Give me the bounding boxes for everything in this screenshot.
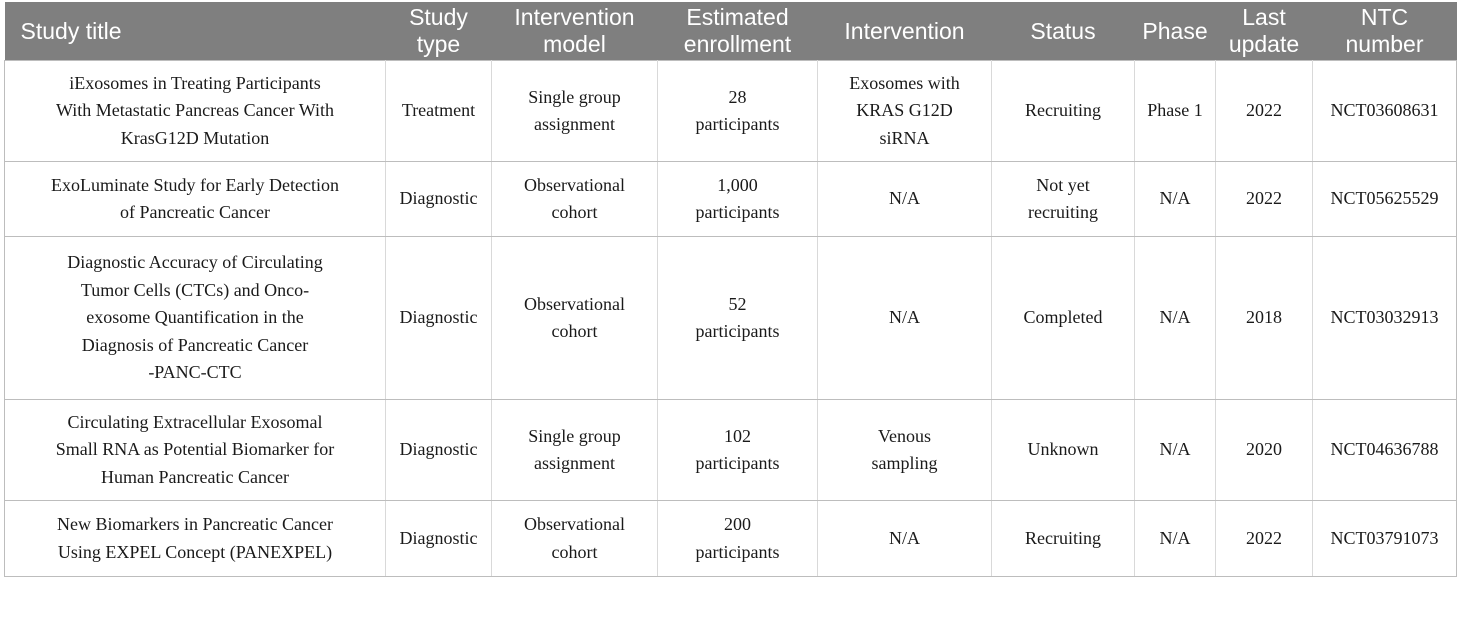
cell-ntc-number: NCT03608631 [1313, 61, 1457, 162]
table-body [5, 61, 1457, 577]
cell-enrollment: 102 participants [658, 400, 818, 501]
cell-status: Completed [992, 237, 1135, 400]
cell-ntc-number: NCT03032913 [1313, 237, 1457, 400]
cell-enrollment: 1,000 participants [658, 162, 818, 237]
cell-enrollment: 28 participants [658, 61, 818, 162]
cell-last-update: 2020 [1216, 400, 1313, 501]
cell-study-title: ExoLuminate Study for Early Detection of Pancreatic Cancer [5, 162, 386, 237]
cell-study-type: Diagnostic [386, 400, 492, 501]
header-status: Status [992, 2, 1135, 61]
cell-study-type: Diagnostic [386, 237, 492, 400]
cell-status: Not yet recruiting [992, 162, 1135, 237]
cell-study-title: iExosomes in Treating Participants With Metastatic Pancreas Cancer With KrasG12D Mutation [5, 61, 386, 162]
cell-intervention-model: Observational cohort [492, 237, 658, 400]
header-ntc-number: NTC number [1313, 2, 1457, 61]
cell-status: Unknown [992, 400, 1135, 501]
table-row [5, 400, 1457, 501]
cell-phase: Phase 1 [1135, 61, 1216, 162]
cell-intervention-model: Single group assignment [492, 400, 658, 501]
cell-phase: N/A [1135, 400, 1216, 501]
cell-intervention: N/A [818, 501, 992, 577]
cell-last-update: 2022 [1216, 162, 1313, 237]
cell-last-update: 2022 [1216, 501, 1313, 577]
table-row [5, 162, 1457, 237]
cell-study-title: Circulating Extracellular Exosomal Small RNA as Potential Biomarker for Human Pancreatic Cancer [5, 400, 386, 501]
header-row [5, 2, 1457, 61]
cell-enrollment: 52 participants [658, 237, 818, 400]
table-row [5, 501, 1457, 577]
table-row [5, 237, 1457, 400]
cell-phase: N/A [1135, 237, 1216, 400]
cell-study-type: Treatment [386, 61, 492, 162]
cell-intervention-model: Single group assignment [492, 61, 658, 162]
cell-ntc-number: NCT05625529 [1313, 162, 1457, 237]
clinical-trials-table [4, 2, 1457, 577]
cell-ntc-number: NCT03791073 [1313, 501, 1457, 577]
cell-status: Recruiting [992, 61, 1135, 162]
cell-study-type: Diagnostic [386, 501, 492, 577]
cell-intervention-model: Observational cohort [492, 501, 658, 577]
header-study-title: Study title [5, 2, 386, 61]
cell-study-title: New Biomarkers in Pancreatic Cancer Using EXPEL Concept (PANEXPEL) [5, 501, 386, 577]
header-phase: Phase [1135, 2, 1216, 61]
cell-intervention: Exosomes with KRAS G12D siRNA [818, 61, 992, 162]
cell-enrollment: 200 participants [658, 501, 818, 577]
cell-intervention-model: Observational cohort [492, 162, 658, 237]
cell-ntc-number: NCT04636788 [1313, 400, 1457, 501]
cell-phase: N/A [1135, 501, 1216, 577]
header-last-update: Last update [1216, 2, 1313, 61]
cell-intervention: N/A [818, 237, 992, 400]
header-study-type: Study type [386, 2, 492, 61]
header-intervention: Intervention [818, 2, 992, 61]
cell-intervention: N/A [818, 162, 992, 237]
cell-last-update: 2018 [1216, 237, 1313, 400]
cell-last-update: 2022 [1216, 61, 1313, 162]
table-header [5, 2, 1457, 61]
cell-study-title: Diagnostic Accuracy of Circulating Tumor Cells (CTCs) and Onco- exosome Quantification in the Diagnosis of Pancreatic Cancer -PANC-CTC [5, 237, 386, 400]
cell-status: Recruiting [992, 501, 1135, 577]
header-estimated-enrollment: Estimated enrollment [658, 2, 818, 61]
cell-study-type: Diagnostic [386, 162, 492, 237]
header-intervention-model: Intervention model [492, 2, 658, 61]
cell-intervention: Venous sampling [818, 400, 992, 501]
cell-phase: N/A [1135, 162, 1216, 237]
table-row [5, 61, 1457, 162]
